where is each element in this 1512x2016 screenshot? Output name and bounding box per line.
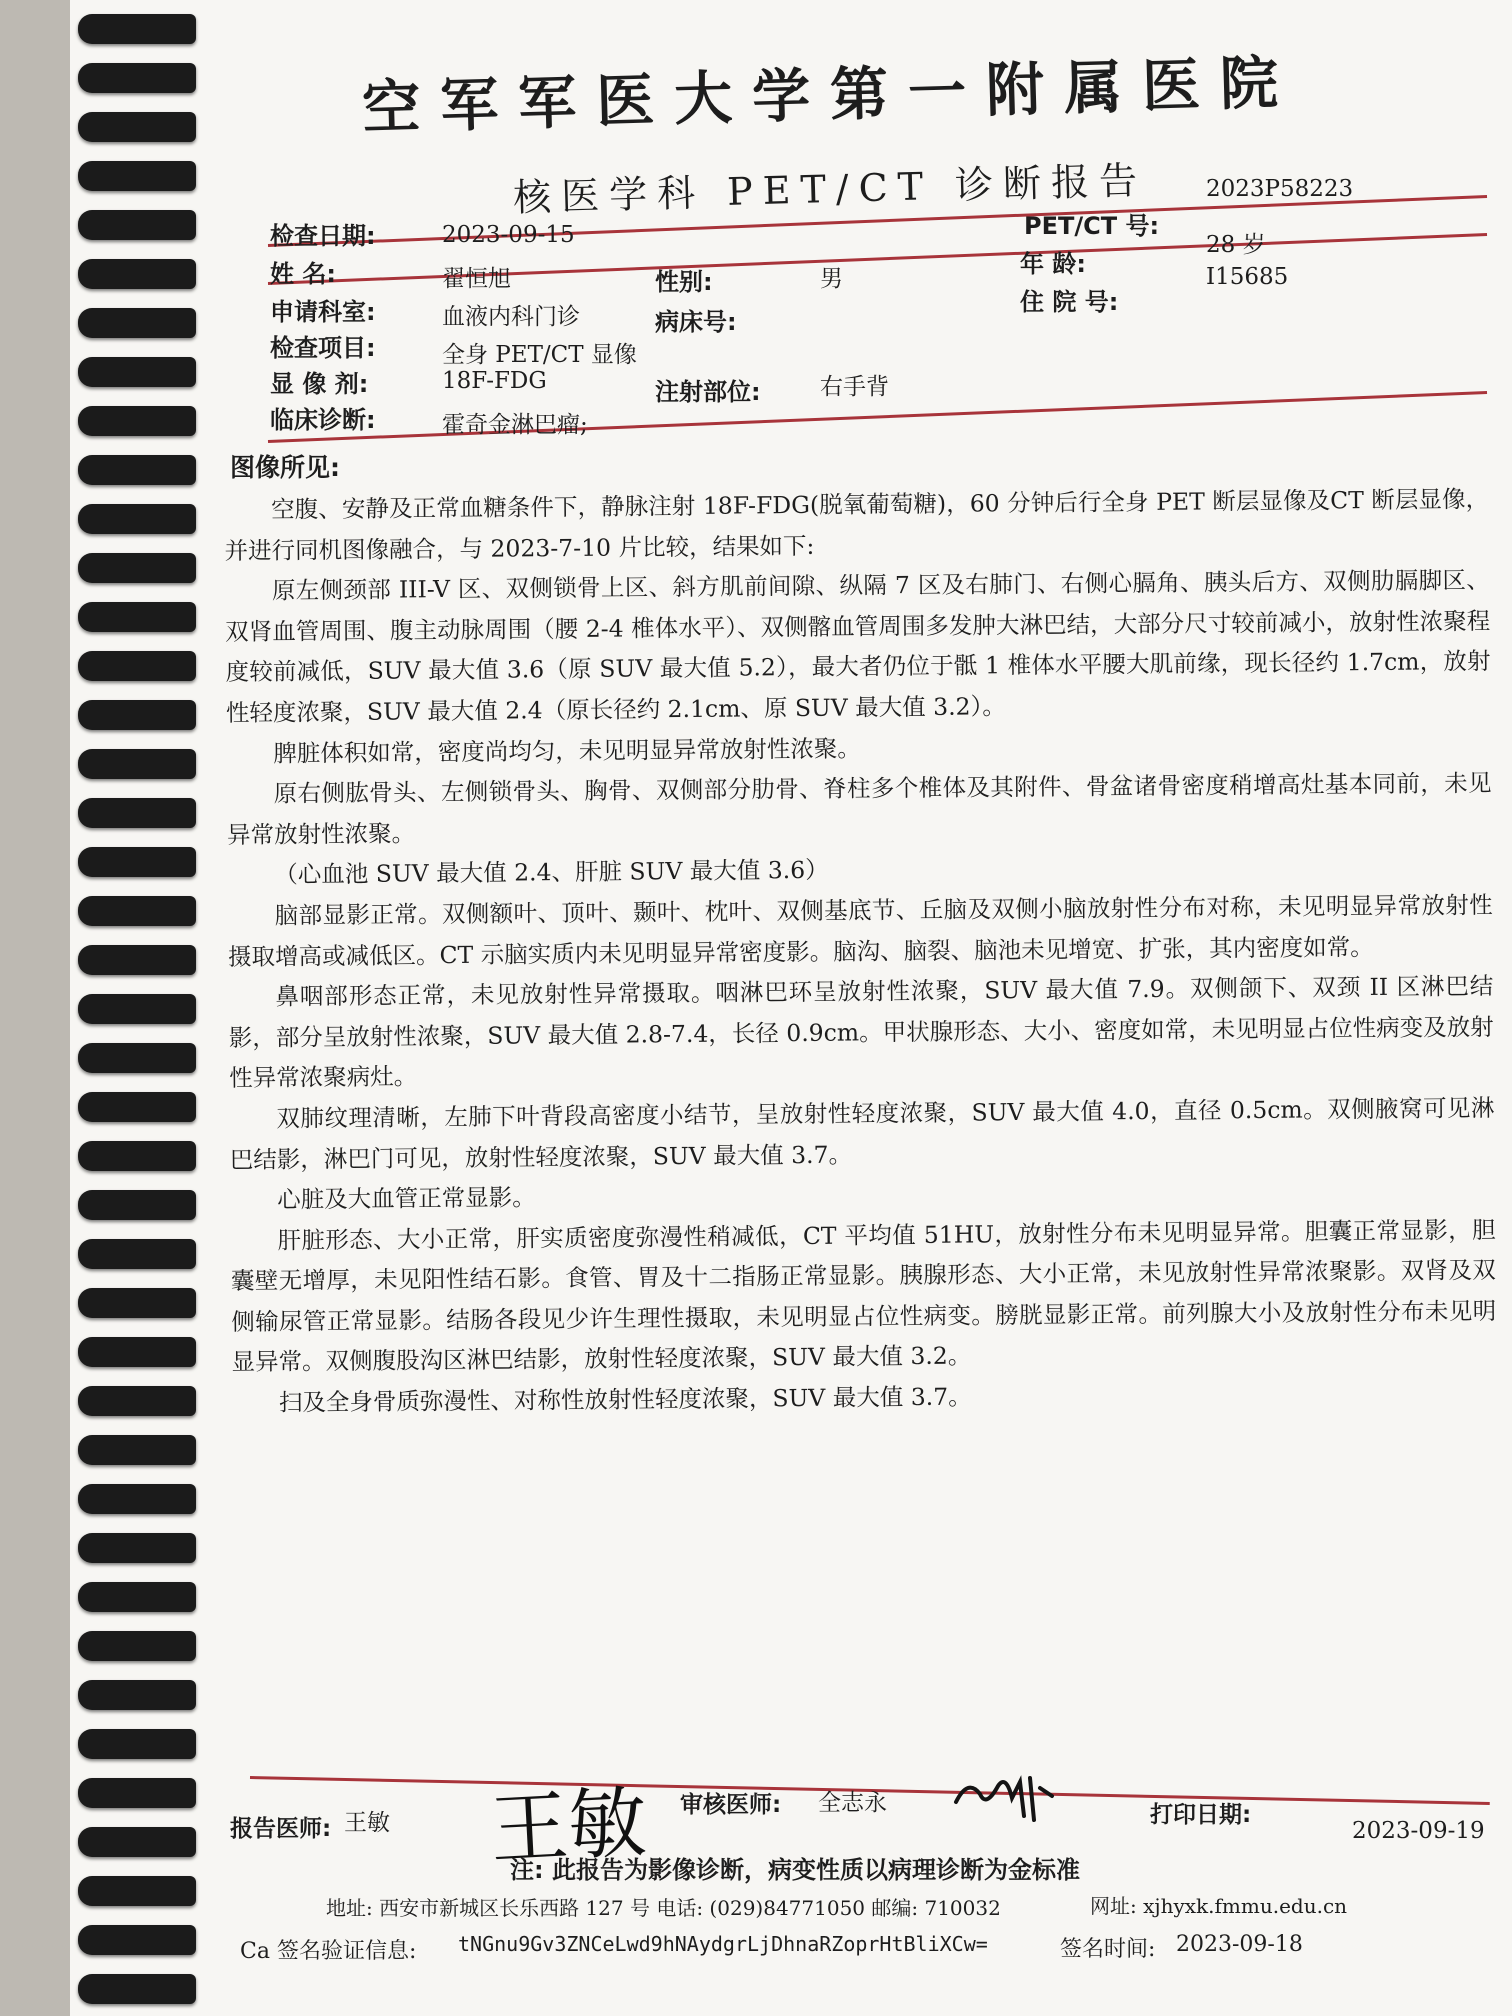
- binding-ring: [78, 994, 196, 1024]
- binding-ring: [78, 259, 196, 289]
- findings-paragraph: 原左侧颈部 III-V 区、双侧锁骨上区、斜方肌前间隙、纵隔 7 区及右肺门、右侧心膈角、胰头后方、双侧肋膈脚区、双肾血管周围、腹主动脉周围（腰 2-4 椎体水平）、双侧髂血管周围多发肿大淋巴结，大部分尺寸较前减小，放射性浓聚程度较前减低，SUV 最大值 3.6（原 SUV 最大值 5.2），最大者仍位于骶 1 椎体水平腰大肌前缘，现长径约 1.7cm，放射性轻度浓聚，SUV 最大值 2.4（原长径约 2.1cm、原 SUV 最大值 3.2）。: [225, 566, 1491, 727]
- reporter-label: 报告医师:: [230, 1816, 332, 1842]
- binding-ring: [78, 161, 196, 191]
- binding-ring: [78, 112, 196, 142]
- exam-date-label: 检查日期:: [270, 222, 376, 250]
- binding-ring: [78, 308, 196, 338]
- findings-paragraph: 肝脏形态、大小正常，肝实质密度弥漫性稍减低，CT 平均值 51HU，放射性分布未见明显异常。胆囊正常显影，胆囊壁无增厚，未见阳性结石影。食管、胃及十二指肠正常显影。胰腺形态、大小正常，未见放射性异常浓聚影。双肾及双侧输尿管正常显影。结肠各段见少许生理性摄取，未见明显占位性病变。膀胱显影正常。前列腺大小及放射性分布未见明显异常。双侧腹股沟区淋巴结影，放射性轻度浓聚，SUV 最大值 3.2。: [230, 1215, 1497, 1377]
- binding-ring: [78, 700, 196, 730]
- findings-paragraph: 脑部显影正常。双侧额叶、顶叶、颞叶、枕叶、双侧基底节、丘脑及双侧小脑放射性分布对称，未见明显异常放射性摄取增高或减低区。CT 示脑实质内未见明显异常密度影。脑沟、脑裂、脑池未见增宽、扩张，其内密度如常。: [227, 890, 1493, 971]
- binding-ring: [78, 1092, 196, 1122]
- binding-ring: [78, 1680, 196, 1710]
- binding-ring: [78, 1239, 196, 1269]
- findings-paragraph: 心脏及大血管正常显影。: [277, 1183, 536, 1214]
- binding-ring: [78, 1288, 196, 1318]
- exam-item: 全身 PET/CT 显像: [442, 342, 637, 368]
- dept-label: 申请科室:: [270, 298, 376, 326]
- findings-paragraph: 脾脏体积如常，密度尚均匀，未见明显异常放射性浓聚。: [273, 734, 861, 768]
- sign-time: 2023-09-18: [1176, 1932, 1303, 1957]
- binding-ring: [78, 1484, 196, 1514]
- binding-ring: [78, 1729, 196, 1759]
- binding-ring: [78, 14, 196, 44]
- name-label: 姓 名:: [270, 260, 336, 288]
- findings-paragraph: 扫及全身骨质弥漫性、对称性放射性轻度浓聚，SUV 最大值 3.7。: [278, 1382, 972, 1417]
- binding-ring: [78, 798, 196, 828]
- print-date-label: 打印日期:: [1150, 1802, 1252, 1828]
- reporter-name: 王敏: [344, 1810, 390, 1836]
- diagnosis-label: 临床诊断:: [270, 406, 376, 434]
- binding-ring: [78, 651, 196, 681]
- gender: 男: [820, 266, 843, 292]
- exam-date: 2023-09-15: [442, 222, 575, 248]
- binding-ring: [78, 1925, 196, 1955]
- binding-ring: [78, 1778, 196, 1808]
- binding-ring: [78, 847, 196, 877]
- findings-paragraph: 鼻咽部形态正常，未见放射性异常摄取。咽淋巴环呈放射性浓聚，SUV 最大值 7.9。双侧颌下、双颈 II 区淋巴结影，部分呈放射性浓聚，SUV 最大值 2.8-7.4，长径 0.9cm。甲状腺形态、大小、密度如常，未见明显占位性病变及放射性异常浓聚病灶。: [228, 972, 1494, 1093]
- binding-ring: [78, 553, 196, 583]
- binding-ring: [78, 1533, 196, 1563]
- binding-ring: [78, 1435, 196, 1465]
- binding-ring: [78, 504, 196, 534]
- binding-ring: [78, 357, 196, 387]
- imaging-agent: 18F-FDG: [442, 368, 547, 394]
- binding-ring: [78, 1043, 196, 1073]
- injection-site: 右手背: [820, 374, 889, 400]
- ca-label: Ca 签名验证信息:: [240, 1939, 417, 1964]
- binding-ring: [78, 1337, 196, 1367]
- binding-ring: [78, 1827, 196, 1857]
- footer-address: 地址: 西安市新城区长乐西路 127 号 电话: (029)84771050 邮编: 710032: [326, 1896, 1001, 1920]
- binding-ring: [78, 1582, 196, 1612]
- site-label: 注射部位:: [655, 378, 761, 406]
- age: 28 岁: [1206, 232, 1266, 258]
- binding-ring: [78, 1631, 196, 1661]
- ca-code: tNGnu9Gv3ZNCeLwd9hNAydgrLjDhnaRZoprHtBliXCw=: [458, 1932, 988, 1956]
- findings-title: 图像所见:: [230, 453, 340, 482]
- item-label: 检查项目:: [270, 334, 376, 362]
- reporter-signature: 王敏: [488, 1777, 649, 1877]
- petct-no: 2023P58223: [1206, 176, 1354, 202]
- binding-ring: [78, 1876, 196, 1906]
- binding-ring: [78, 1141, 196, 1171]
- reviewer-name: 全志永: [818, 1790, 887, 1816]
- findings-paragraph: 原右侧肱骨头、左侧锁骨头、胸骨、双侧部分肋骨、脊柱多个椎体及其附件、骨盆诸骨密度稍增高灶基本同前，未见异常放射性浓聚。: [226, 769, 1492, 849]
- reviewer-label: 审核医师:: [680, 1792, 782, 1818]
- findings-paragraph: （心血池 SUV 最大值 2.4、肝脏 SUV 最大值 3.6）: [274, 856, 829, 889]
- binding-ring: [78, 749, 196, 779]
- clinical-diagnosis: 霍奇金淋巴瘤;: [442, 412, 588, 438]
- disclaimer-note: 注: 此报告为影像诊断，病变性质以病理诊断为金标准: [510, 1856, 1080, 1884]
- binding-ring: [78, 455, 196, 485]
- patient-name: 翟恒旭: [442, 266, 511, 292]
- binding-ring: [78, 1386, 196, 1416]
- binding-ring: [78, 1190, 196, 1220]
- gender-label: 性别:: [655, 268, 713, 296]
- dept: 血液内科门诊: [442, 304, 580, 330]
- print-date: 2023-09-19: [1352, 1818, 1485, 1844]
- binding-ring: [78, 945, 196, 975]
- bed-label: 病床号:: [655, 308, 737, 336]
- binding-ring: [78, 602, 196, 632]
- inpatient-label: 住 院 号:: [1020, 288, 1119, 316]
- hospital-name: 空军军医大学第一附属医院: [361, 47, 1299, 143]
- binding-ring: [78, 406, 196, 436]
- findings-body: [224, 479, 1497, 1424]
- inpatient-no: I15685: [1206, 264, 1289, 290]
- petct-no-label: PET/CT 号:: [1024, 212, 1160, 240]
- findings-paragraph: 双肺纹理清晰，左肺下叶背段高密度小结节，呈放射性轻度浓聚，SUV 最大值 4.0，直径 0.5cm。双侧腋窝可见淋巴结影，淋巴门可见，放射性轻度浓聚，SUV 最大值 3.7。: [229, 1093, 1495, 1174]
- sign-time-label: 签名时间:: [1060, 1937, 1156, 1962]
- report-title: 核医学科 PET/CT 诊断报告: [512, 158, 1148, 220]
- report-paper: [70, 0, 1512, 2016]
- binding-ring: [78, 896, 196, 926]
- footer-website: 网址: xjhyxk.fmmu.edu.cn: [1090, 1894, 1348, 1918]
- binding-ring: [78, 1974, 196, 2004]
- findings-paragraph: 空腹、安静及正常血糖条件下，静脉注射 18F-FDG(脱氧葡萄糖)，60 分钟后行全身 PET 断层显像及CT 断层显像，并进行同机图像融合，与 2023-7-10 片比较，结果如下:: [224, 484, 1490, 565]
- binding-ring: [78, 63, 196, 93]
- age-label: 年 龄:: [1020, 250, 1086, 278]
- reviewer-signature-icon: [950, 1768, 1070, 1828]
- binding-ring: [78, 210, 196, 240]
- agent-label: 显 像 剂:: [270, 370, 369, 398]
- report-content: [190, 0, 1497, 2016]
